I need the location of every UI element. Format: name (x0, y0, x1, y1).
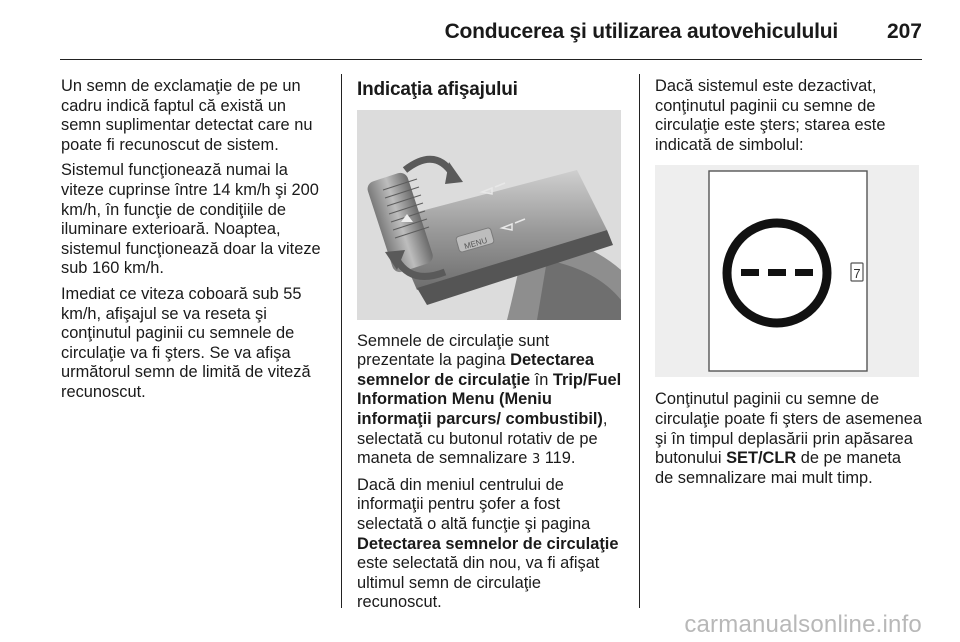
watermark: carmanualsonline.info (684, 611, 922, 638)
col3-paragraph-2: Conţinutul paginii cu semne de circulaţie poate fi şters de asemenea şi în timpul deplasării prin apăsarea butonului SET/CLR de pe maneta de semnalizare mai mult timp. (655, 390, 922, 487)
page-reference-icon: 3 (531, 452, 541, 468)
header-rule (60, 59, 922, 60)
col2-paragraph-1: Semnele de circulaţie sunt prezentate la pagina Detectarea semnelor de circulaţie în Trip/Fuel Information Menu (Meniu informaţii parcurs/ combustibil), selectată cu butonul rotativ de pe maneta de semnalizare 3 119. (357, 331, 622, 468)
page-header (60, 18, 922, 58)
col1-paragraph-2: Sistemul funcţionează numai la viteze cuprinse între 14 km/h şi 200 km/h, în funcţie de condiţiile de iluminare exterioară. Noaptea, sistemul funcţionează doar la viteze sub 160 km/h. (61, 161, 321, 278)
column-2 (357, 77, 625, 619)
section-heading: Indicaţia afişajului (357, 79, 518, 100)
deactivated-sign-icon (655, 165, 919, 377)
column-divider-1 (341, 74, 342, 608)
column-3 (655, 77, 923, 494)
page-number: 207 (886, 20, 922, 43)
col2-paragraph-2: Dacă din meniul centrului de informaţii pentru şofer a fost selectată o altă funcţie şi pagina Detectarea semnelor de circulaţie este selectată din nou, va fi afişat ultimul semn de circulaţie recunoscut. (357, 475, 619, 612)
chapter-title: Conducerea şi utilizarea autovehiculului (444, 20, 838, 43)
stalk-photo-icon (357, 110, 621, 320)
col1-paragraph-3: Imediat ce viteza coboară sub 55 km/h, afişajul se va reseta şi conţinutul paginii cu semnele de circulaţie va fi şters. Se va afişa următorul semn de limită de viteză recunoscut. (61, 284, 311, 401)
column-1 (61, 77, 329, 409)
col1-paragraph-1: Un semn de exclamaţie de pe un cadru indică faptul că există un semn suplimentar detectat care nu poate fi recunoscut de sistem. (61, 77, 313, 154)
col3-paragraph-1: Dacă sistemul este dezactivat, conţinutul paginii cu semne de circulaţie este şters; starea este indicată de simbolul: (655, 77, 886, 154)
photo-menu-label: MENU (463, 235, 489, 251)
column-divider-2 (639, 74, 640, 608)
sign-exclaim-label: 7 (853, 266, 861, 282)
